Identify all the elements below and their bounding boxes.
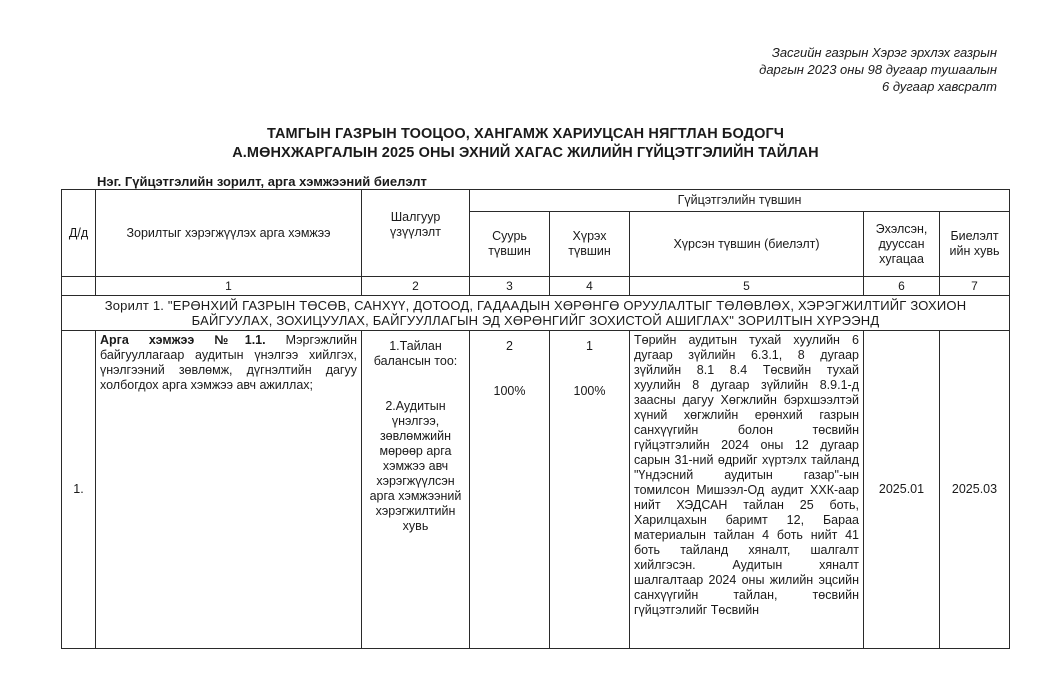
header-percent: Биелэлт ийн хувь (940, 212, 1010, 277)
header-level-group: Гүйцэтгэлийн түвшин (470, 190, 1010, 212)
achieved-cell: Төрийн аудитын тухай хуулийн 6 дугаар зүйлийн 6.3.1, 8 дугаар зүйлийн 8.1 8.4 Төсвийн тухай хуулийн 8 дугаар зүйлийн 8.9.1-д заасны дагуу Хөгжлийн бэрхшээлтэй хүний хөгжлийн ерөнхий газрын санхүүгийн болон төсвийн гүйцэтгэлийн 2024 оны 12 дугаар сарын 31-ний өдрийг хүртэлх тайланд "Үндэсний аудитын газар"-ын томилсон Мишээл-Од аудит ХХК-аар нийт ХЭДСАН тайлан 25 боть, Харилцахын баримт 12, Бараа материалын тайлан 4 боть нийт 41 боть тайланд хяналт, шалгалт хийлгэсэн. Аудитын хяналт шалгалтаар 2024 оны жилийн эцсийн санхүүгийн тайлан, төсвийн гүйцэтгэлийг Төсвийн (630, 331, 864, 649)
header-base: Суурь түвшин (470, 212, 550, 277)
row-number: 1. (62, 331, 96, 649)
column-number: 3 (470, 277, 550, 296)
annex-reference (759, 44, 997, 95)
header-target: Хүрэх түвшин (550, 212, 630, 277)
criteria-1: 1.Тайлан балансын тоо: (373, 339, 458, 368)
goal-text: Зорилт 1. "ЕРӨНХИЙ ГАЗРЫН ТӨСӨВ, САНХҮҮ, ДОТООД, ГАДААДЫН ХӨРӨНГӨ ОРУУЛАЛТЫГ ТӨЛӨВЛӨХ, ХЭРЭГЖИЛТИЙГ ЗОХИОН БАЙГУУЛАХ, ЗОХИЦУУЛАХ, БАЙГУУЛЛАГЫН ЭД ХӨРӨНГИЙГ ЗОХИСТОЙ АШИГЛАХ" ЗОРИЛТЫН ХҮРЭЭНД (62, 296, 1010, 331)
performance-table (61, 189, 1010, 649)
header-measure: Зорилтыг хэрэгжүүлэх арга хэмжээ (96, 190, 362, 277)
table-row (62, 331, 1010, 649)
column-number: 5 (630, 277, 864, 296)
header-row-1 (62, 190, 1010, 212)
base-value-2: 100% (493, 384, 526, 398)
column-number: 1 (96, 277, 362, 296)
target-value-2: 100% (573, 384, 606, 398)
column-number: 6 (864, 277, 940, 296)
header-criteria: Шалгуур үзүүлэлт (362, 190, 470, 277)
target-value-1: 1 (586, 339, 593, 353)
column-number-blank (62, 277, 96, 296)
column-number: 2 (362, 277, 470, 296)
column-number-row (62, 277, 1010, 296)
percent-cell: 2025.03 (940, 331, 1010, 649)
measure-cell (96, 331, 362, 649)
annex-line-1: Засгийн газрын Хэрэг эрхлэх газрын (771, 45, 997, 60)
report-title (0, 125, 1051, 163)
target-cell (550, 331, 630, 649)
criteria-2: 2.Аудитын үнэлгээ, зөвлөмжийн мөрөөр арга хэмжээ авч хэрэгжүүлсэн арга хэмжээний хэрэгжилтийн хувь (369, 399, 462, 533)
measure-text: Мэргэжлийн байгууллагаар аудитын үнэлгээ хийлгэх, үнэлгээний зөвлөмж, дүгнэлтийн дагуу холбогдох арга хэмжээ авч ажиллах; (100, 333, 357, 392)
header-period: Эхэлсэн, дууссан хугацаа (864, 212, 940, 277)
section-heading: Нэг. Гүйцэтгэлийн зорилт, арга хэмжээний биелэлт (97, 174, 427, 189)
annex-line-3: 6 дугаар хавсралт (881, 79, 997, 94)
column-number: 7 (940, 277, 1010, 296)
report-title-line-2: А.МӨНХЖАРГАЛЫН 2025 ОНЫ ЭХНИЙ ХАГАС ЖИЛИЙН ГҮЙЦЭТГЭЛИЙН ТАЙЛАН (232, 145, 819, 161)
base-value-1: 2 (506, 339, 513, 353)
header-achieved: Хүрсэн түвшин (биелэлт) (630, 212, 864, 277)
report-title-line-1: ТАМГЫН ГАЗРЫН ТООЦОО, ХАНГАМЖ ХАРИУЦСАН НЯГТЛАН БОДОГЧ (266, 126, 785, 142)
criteria-cell (362, 331, 470, 649)
period-cell: 2025.01 (864, 331, 940, 649)
goal-row (62, 296, 1010, 331)
annex-line-2: даргын 2023 оны 98 дугаар тушаалын (759, 62, 997, 77)
header-no: Д/д (62, 190, 96, 277)
column-number: 4 (550, 277, 630, 296)
base-cell (470, 331, 550, 649)
measure-title: Арга хэмжээ №1.1. (100, 333, 266, 347)
